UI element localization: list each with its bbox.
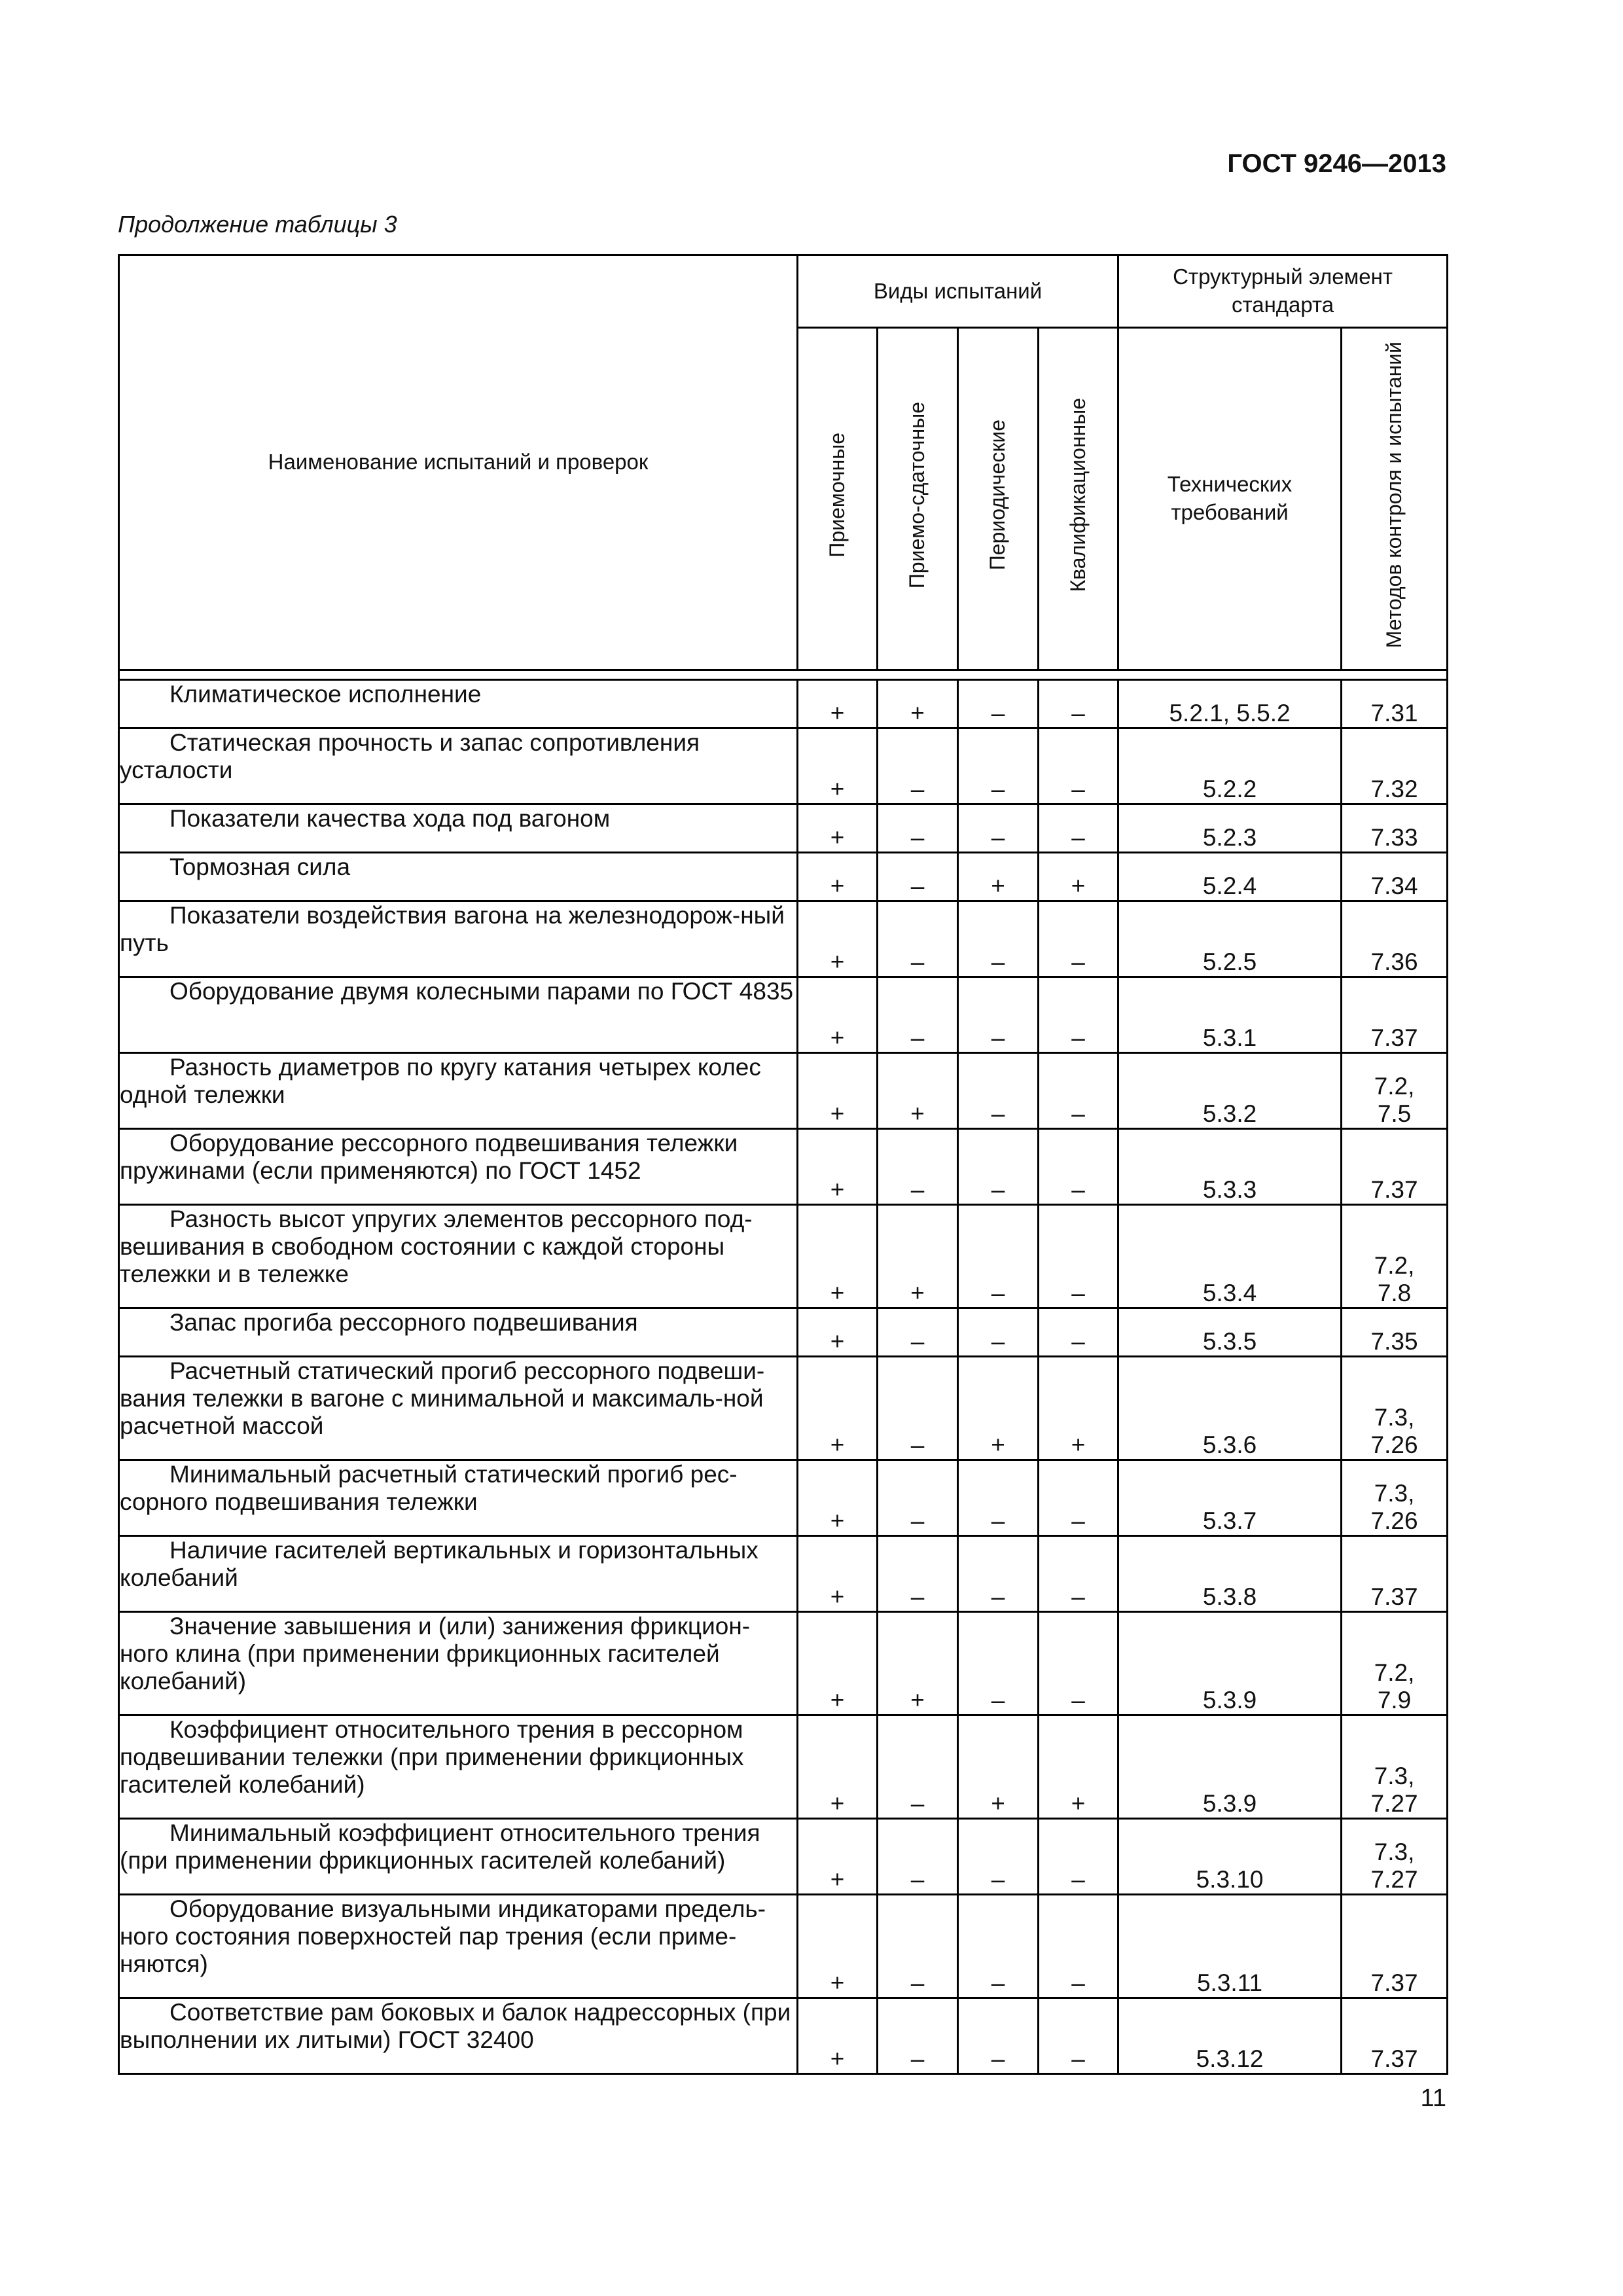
test-methods-line: 7.2, <box>1374 1251 1415 1279</box>
test-methods-line: 7.27 <box>1370 1789 1418 1817</box>
test-type-mark-cell: + <box>798 1998 878 2074</box>
test-type-mark-cell: – <box>958 977 1039 1053</box>
test-type-mark-cell: – <box>878 1357 958 1460</box>
test-type-mark-cell: + <box>798 1715 878 1819</box>
test-name-cell: Разность высот упругих элементов рессорного под-вешивания в свободном состоянии с каждой стороны тележки и в тележке <box>119 1205 798 1308</box>
test-methods-cell: 7.32 <box>1342 728 1448 804</box>
test-methods-cell: 7.37 <box>1342 1536 1448 1612</box>
test-type-mark-cell: + <box>798 1053 878 1129</box>
test-type-mark-cell: – <box>958 901 1039 977</box>
test-type-mark-cell: – <box>1039 680 1118 728</box>
test-type-mark-cell: + <box>798 853 878 901</box>
table-row <box>119 1536 1448 1612</box>
test-name-cell: Разность диаметров по кругу катания четырех колес одной тележки <box>119 1053 798 1129</box>
test-methods-cell: 7.37 <box>1342 1129 1448 1205</box>
test-name-cell: Значение завышения и (или) занижения фрикцион-ного клина (при применении фрикционных гасителей колебаний) <box>119 1612 798 1715</box>
table-row <box>119 1129 1448 1205</box>
test-type-mark-cell: + <box>958 1357 1039 1460</box>
test-type-mark-cell: – <box>878 977 958 1053</box>
table-row <box>119 1612 1448 1715</box>
test-type-mark-cell: – <box>1039 1895 1118 1998</box>
test-methods-cell: 7.31 <box>1342 680 1448 728</box>
table-row <box>119 901 1448 977</box>
test-type-mark-cell: – <box>958 1460 1039 1536</box>
test-type-mark-cell: – <box>1039 1308 1118 1357</box>
test-type-mark-cell: + <box>878 680 958 728</box>
test-type-mark-cell: – <box>958 680 1039 728</box>
test-name-cell: Статическая прочность и запас сопротивления усталости <box>119 728 798 804</box>
test-type-mark-cell: – <box>958 1998 1039 2074</box>
header-delivery-acceptance: Приемо-сдаточные <box>878 328 958 670</box>
header-test-types-group: Виды испытаний <box>798 255 1118 328</box>
test-methods-cell <box>1342 1357 1448 1460</box>
test-type-mark-cell: – <box>878 1129 958 1205</box>
test-name-cell: Оборудование двумя колесными парами по ГОСТ 4835 <box>119 977 798 1053</box>
table-row <box>119 680 1448 728</box>
technical-requirements-cell: 5.3.8 <box>1118 1536 1342 1612</box>
test-type-mark-cell: – <box>1039 1998 1118 2074</box>
test-methods-line: 7.2, <box>1374 1659 1415 1686</box>
test-type-mark-cell: + <box>878 1205 958 1308</box>
table-row <box>119 1357 1448 1460</box>
test-methods-cell: 7.33 <box>1342 804 1448 853</box>
test-type-mark-cell: – <box>878 1308 958 1357</box>
technical-requirements-cell: 5.2.4 <box>1118 853 1342 901</box>
table-row <box>119 1460 1448 1536</box>
test-type-mark-cell: – <box>1039 804 1118 853</box>
technical-requirements-cell: 5.3.4 <box>1118 1205 1342 1308</box>
test-type-mark-cell: – <box>878 1998 958 2074</box>
test-type-mark-cell: + <box>798 728 878 804</box>
test-type-mark-cell: – <box>958 1536 1039 1612</box>
test-type-mark-cell: + <box>798 1895 878 1998</box>
test-methods-line: 7.3, <box>1374 1403 1415 1431</box>
test-type-mark-cell: – <box>878 1895 958 1998</box>
test-type-mark-cell: – <box>878 1819 958 1895</box>
technical-requirements-cell: 5.2.1, 5.5.2 <box>1118 680 1342 728</box>
test-methods-line: 7.3, <box>1374 1762 1415 1789</box>
test-type-mark-cell: + <box>798 1205 878 1308</box>
technical-requirements-cell: 5.3.10 <box>1118 1819 1342 1895</box>
test-types-table <box>118 254 1448 2075</box>
test-methods-line: 7.26 <box>1370 1431 1418 1458</box>
test-type-mark-cell: + <box>1039 1715 1118 1819</box>
test-methods-line: 7.27 <box>1370 1865 1418 1893</box>
test-methods-cell <box>1342 1612 1448 1715</box>
header-test-name: Наименование испытаний и проверок <box>119 255 798 670</box>
test-type-mark-cell: + <box>798 1308 878 1357</box>
test-name-cell: Оборудование визуальными индикаторами предель-ного состояния поверхностей пар трения (если приме-няются) <box>119 1895 798 1998</box>
test-type-mark-cell: – <box>878 804 958 853</box>
test-type-mark-cell: – <box>958 1053 1039 1129</box>
test-type-mark-cell: – <box>1039 1053 1118 1129</box>
test-name-cell: Расчетный статический прогиб рессорного подвеши-вания тележки в вагоне с минимальной и максималь-ной расчетной массой <box>119 1357 798 1460</box>
test-name-cell: Оборудование рессорного подвешивания тележки пружинами (если применяются) по ГОСТ 1452 <box>119 1129 798 1205</box>
test-type-mark-cell: + <box>798 977 878 1053</box>
test-type-mark-cell: + <box>798 1612 878 1715</box>
document-code: ГОСТ 9246—2013 <box>1227 149 1446 178</box>
header-periodic: Периодические <box>958 328 1039 670</box>
test-type-mark-cell: + <box>798 680 878 728</box>
test-type-mark-cell: – <box>878 853 958 901</box>
test-type-mark-cell: – <box>878 901 958 977</box>
header-test-methods: Методов контроля и испытаний <box>1342 328 1448 670</box>
test-methods-cell <box>1342 1053 1448 1129</box>
test-type-mark-cell: – <box>958 728 1039 804</box>
test-methods-line: 7.3, <box>1374 1479 1415 1507</box>
test-type-mark-cell: – <box>1039 1536 1118 1612</box>
test-methods-line: 7.8 <box>1377 1279 1412 1306</box>
test-methods-cell: 7.37 <box>1342 1895 1448 1998</box>
test-name-cell: Тормозная сила <box>119 853 798 901</box>
test-type-mark-cell: + <box>798 1819 878 1895</box>
test-methods-line: 7.5 <box>1377 1100 1412 1127</box>
technical-requirements-cell: 5.3.11 <box>1118 1895 1342 1998</box>
test-name-cell: Минимальный расчетный статический прогиб рес-сорного подвешивания тележки <box>119 1460 798 1536</box>
table-row <box>119 1998 1448 2074</box>
technical-requirements-cell: 5.2.2 <box>1118 728 1342 804</box>
test-methods-cell: 7.34 <box>1342 853 1448 901</box>
test-methods-line: 7.26 <box>1370 1507 1418 1534</box>
test-name-cell: Минимальный коэффициент относительного трения (при применении фрикционных гасителей колебаний) <box>119 1819 798 1895</box>
test-type-mark-cell: – <box>1039 1205 1118 1308</box>
test-type-mark-cell: + <box>798 1460 878 1536</box>
header-acceptance: Приемочные <box>798 328 878 670</box>
test-type-mark-cell: + <box>958 1715 1039 1819</box>
technical-requirements-cell: 5.3.12 <box>1118 1998 1342 2074</box>
test-methods-cell: 7.36 <box>1342 901 1448 977</box>
test-type-mark-cell: – <box>958 1205 1039 1308</box>
test-methods-line: 7.3, <box>1374 1838 1415 1865</box>
technical-requirements-cell: 5.3.1 <box>1118 977 1342 1053</box>
test-methods-line: 7.9 <box>1377 1686 1412 1713</box>
test-name-cell: Соответствие рам боковых и балок надрессорных (при выполнении их литыми) ГОСТ 32400 <box>119 1998 798 2074</box>
test-name-cell: Климатическое исполнение <box>119 680 798 728</box>
test-type-mark-cell: – <box>1039 977 1118 1053</box>
test-methods-cell: 7.37 <box>1342 1998 1448 2074</box>
technical-requirements-cell: 5.3.3 <box>1118 1129 1342 1205</box>
test-type-mark-cell: – <box>1039 901 1118 977</box>
test-type-mark-cell: + <box>878 1612 958 1715</box>
header-technical-requirements: Технических требований <box>1118 328 1342 670</box>
table-row <box>119 1053 1448 1129</box>
test-type-mark-cell: + <box>798 1357 878 1460</box>
test-methods-cell: 7.35 <box>1342 1308 1448 1357</box>
header-structural-element-group: Структурный элемент стандарта <box>1118 255 1448 328</box>
table-row <box>119 1895 1448 1998</box>
test-name-cell: Запас прогиба рессорного подвешивания <box>119 1308 798 1357</box>
test-methods-cell: 7.37 <box>1342 977 1448 1053</box>
test-type-mark-cell: + <box>798 901 878 977</box>
test-type-mark-cell: + <box>798 1129 878 1205</box>
header-qualification: Квалификационные <box>1039 328 1118 670</box>
test-type-mark-cell: – <box>958 1612 1039 1715</box>
test-type-mark-cell: – <box>958 1895 1039 1998</box>
table-row <box>119 1308 1448 1357</box>
test-methods-cell <box>1342 1819 1448 1895</box>
table-row <box>119 1205 1448 1308</box>
technical-requirements-cell: 5.3.9 <box>1118 1612 1342 1715</box>
test-type-mark-cell: – <box>1039 1612 1118 1715</box>
test-methods-line: 7.2, <box>1374 1072 1415 1100</box>
test-name-cell: Показатели воздействия вагона на железнодорож-ный путь <box>119 901 798 977</box>
test-type-mark-cell: + <box>798 1536 878 1612</box>
test-type-mark-cell: – <box>958 1308 1039 1357</box>
table-row <box>119 1819 1448 1895</box>
table-row <box>119 977 1448 1053</box>
test-type-mark-cell: – <box>1039 728 1118 804</box>
technical-requirements-cell: 5.3.2 <box>1118 1053 1342 1129</box>
test-name-cell: Показатели качества хода под вагоном <box>119 804 798 853</box>
test-type-mark-cell: – <box>1039 1460 1118 1536</box>
test-methods-cell <box>1342 1715 1448 1819</box>
table-row <box>119 728 1448 804</box>
table-row <box>119 804 1448 853</box>
test-name-cell: Коэффициент относительного трения в рессорном подвешивании тележки (при применении фрикционных гасителей колебаний) <box>119 1715 798 1819</box>
test-type-mark-cell: – <box>958 1819 1039 1895</box>
technical-requirements-cell: 5.2.3 <box>1118 804 1342 853</box>
test-type-mark-cell: + <box>798 804 878 853</box>
test-name-cell: Наличие гасителей вертикальных и горизонтальных колебаний <box>119 1536 798 1612</box>
test-type-mark-cell: + <box>1039 1357 1118 1460</box>
test-methods-cell <box>1342 1205 1448 1308</box>
technical-requirements-cell: 5.2.5 <box>1118 901 1342 977</box>
table-row <box>119 1715 1448 1819</box>
test-type-mark-cell: – <box>958 1129 1039 1205</box>
test-type-mark-cell: + <box>878 1053 958 1129</box>
technical-requirements-cell: 5.3.6 <box>1118 1357 1342 1460</box>
test-type-mark-cell: – <box>1039 1819 1118 1895</box>
test-type-mark-cell: + <box>958 853 1039 901</box>
test-type-mark-cell: – <box>1039 1129 1118 1205</box>
technical-requirements-cell: 5.3.5 <box>1118 1308 1342 1357</box>
table-continuation-caption: Продолжение таблицы 3 <box>118 211 397 238</box>
test-type-mark-cell: – <box>878 1715 958 1819</box>
table-row <box>119 853 1448 901</box>
test-type-mark-cell: – <box>878 1460 958 1536</box>
test-type-mark-cell: + <box>1039 853 1118 901</box>
technical-requirements-cell: 5.3.9 <box>1118 1715 1342 1819</box>
test-type-mark-cell: – <box>878 1536 958 1612</box>
technical-requirements-cell: 5.3.7 <box>1118 1460 1342 1536</box>
test-methods-cell <box>1342 1460 1448 1536</box>
test-type-mark-cell: – <box>958 804 1039 853</box>
page-number: 11 <box>1420 2085 1446 2112</box>
test-type-mark-cell: – <box>878 728 958 804</box>
